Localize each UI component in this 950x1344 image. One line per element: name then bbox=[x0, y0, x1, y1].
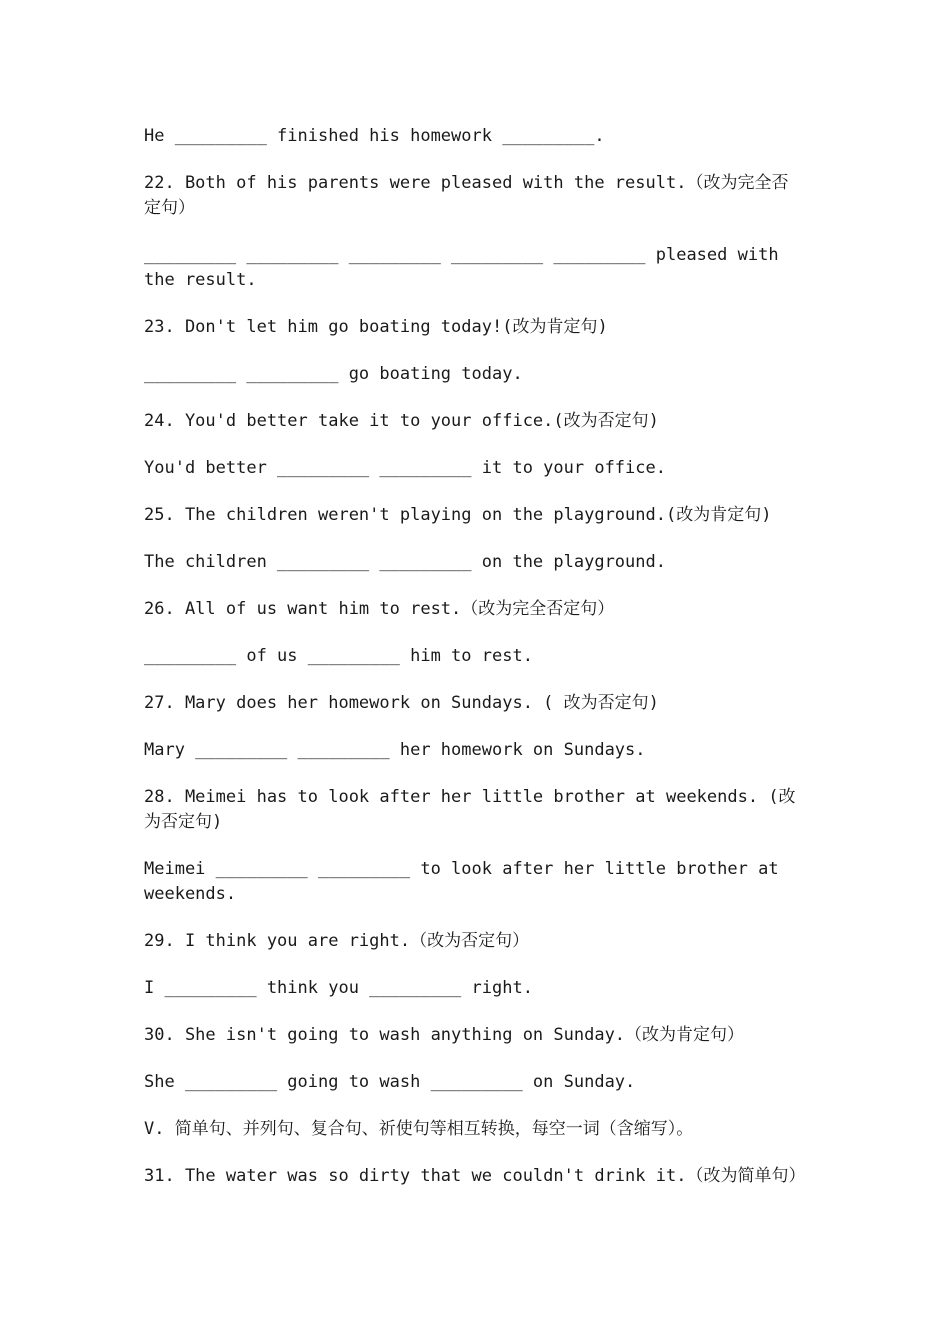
answer-line-23: _________ _________ go boating today. bbox=[144, 364, 523, 384]
answer-line-21: He _________ finished his homework _________. bbox=[144, 126, 605, 146]
question-22: 22. Both of his parents were pleased with the result.（改为完全否定句） bbox=[144, 173, 789, 218]
worksheet-page bbox=[144, 124, 804, 1211]
question-31: 31. The water was so dirty that we couldn't drink it.（改为简单句） bbox=[144, 1166, 806, 1186]
section-heading-v: V. 简单句、并列句、复合句、祈使句等相互转换，每空一词（含缩写）。 bbox=[144, 1119, 694, 1139]
answer-line-27: Mary _________ _________ her homework on Sundays. bbox=[144, 740, 646, 760]
question-29: 29. I think you are right.（改为否定句） bbox=[144, 931, 530, 951]
answer-line-29: I _________ think you _________ right. bbox=[144, 978, 533, 998]
answer-line-26: _________ of us _________ him to rest. bbox=[144, 646, 533, 666]
answer-line-30: She _________ going to wash _________ on Sunday. bbox=[144, 1072, 636, 1092]
question-23: 23. Don't let him go boating today!(改为肯定句) bbox=[144, 317, 608, 337]
answer-line-25: The children _________ _________ on the playground. bbox=[144, 552, 666, 572]
question-25: 25. The children weren't playing on the playground.(改为肯定句) bbox=[144, 505, 772, 525]
question-28: 28. Meimei has to look after her little brother at weekends. (改为否定句) bbox=[144, 787, 796, 832]
question-30: 30. She isn't going to wash anything on Sunday.（改为肯定句） bbox=[144, 1025, 745, 1045]
question-24: 24. You'd better take it to your office.(改为否定句) bbox=[144, 411, 659, 431]
question-26: 26. All of us want him to rest.（改为完全否定句） bbox=[144, 599, 615, 619]
question-27: 27. Mary does her homework on Sundays. ( 改为否定句) bbox=[144, 693, 659, 713]
answer-line-24: You'd better _________ _________ it to your office. bbox=[144, 458, 666, 478]
answer-line-22: _________ _________ _________ _________ _________ pleased with the result. bbox=[144, 245, 789, 290]
answer-line-28: Meimei _________ _________ to look after her little brother at weekends. bbox=[144, 859, 789, 904]
